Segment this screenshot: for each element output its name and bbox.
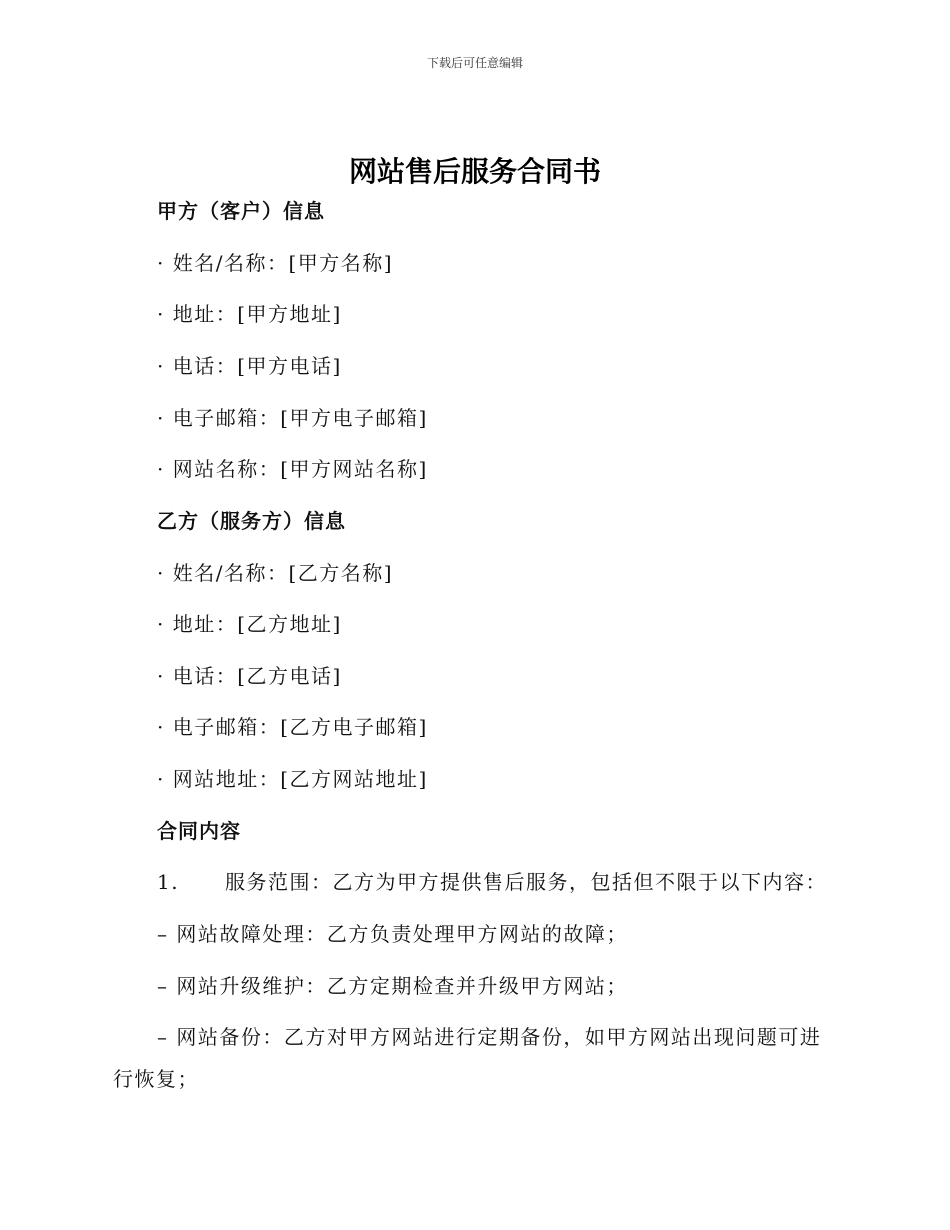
party-b-heading: 乙方（服务方）信息 bbox=[157, 509, 346, 533]
header-note: 下载后可任意编辑 bbox=[426, 56, 523, 70]
sub-item-backup-continuation: 行恢复； bbox=[113, 1067, 199, 1091]
sub-item-fault-handling: – 网站故障处理：乙方负责处理甲方网站的故障； bbox=[157, 922, 628, 946]
clause-1-text: 服务范围：乙方为甲方提供售后服务，包括但不限于以下内容： bbox=[225, 870, 827, 894]
party-a-phone: · 电话：[甲方电话] bbox=[157, 354, 342, 378]
party-a-address: · 地址：[甲方地址] bbox=[157, 302, 342, 326]
party-b-email: · 电子邮箱：[乙方电子邮箱] bbox=[157, 715, 428, 739]
party-a-email: · 电子邮箱：[甲方电子邮箱] bbox=[157, 406, 428, 430]
clause-1 bbox=[157, 868, 827, 896]
party-a-name: · 姓名/名称：[甲方名称] bbox=[157, 251, 394, 275]
sub-item-upgrade-maintenance: – 网站升级维护：乙方定期检查并升级甲方网站； bbox=[157, 974, 628, 998]
document-title: 网站售后服务合同书 bbox=[348, 155, 601, 188]
party-b-website-address: · 网站地址：[乙方网站地址] bbox=[157, 767, 428, 791]
party-b-address: · 地址：[乙方地址] bbox=[157, 612, 342, 636]
contract-heading: 合同内容 bbox=[157, 819, 241, 843]
party-a-website-name: · 网站名称：[甲方网站名称] bbox=[157, 457, 428, 481]
party-b-name: · 姓名/名称：[乙方名称] bbox=[157, 561, 394, 585]
party-b-phone: · 电话：[乙方电话] bbox=[157, 664, 342, 688]
clause-1-number: 1. bbox=[157, 870, 180, 894]
party-a-heading: 甲方（客户）信息 bbox=[157, 199, 325, 223]
sub-item-backup: – 网站备份：乙方对甲方网站进行定期备份，如甲方网站出现问题可进 bbox=[157, 1025, 822, 1049]
